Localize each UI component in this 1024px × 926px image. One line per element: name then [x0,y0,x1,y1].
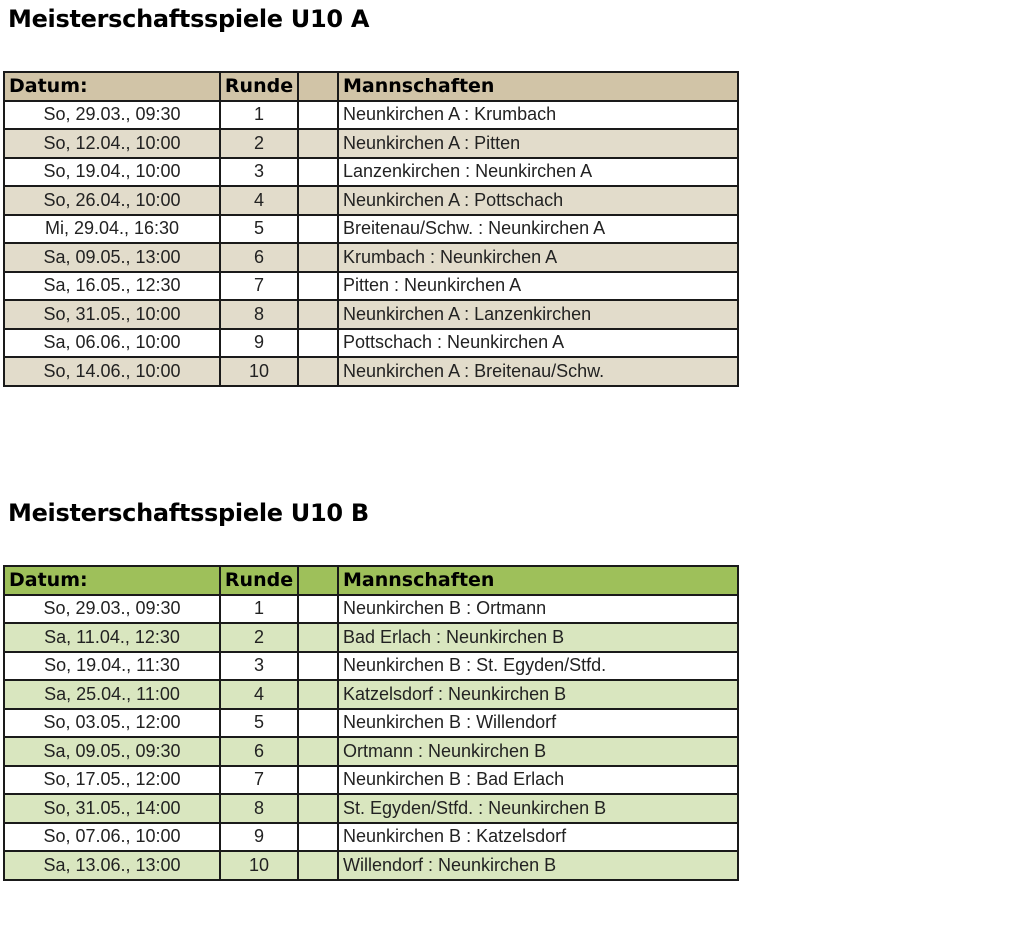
header-teams: Mannschaften [338,566,738,595]
blank-cell [298,851,338,880]
table-row [4,680,738,709]
date-cell: So, 29.03., 09:30 [4,101,220,130]
teams-cell: Neunkirchen A : Krumbach [338,101,738,130]
blank-cell [298,357,338,386]
teams-cell: Neunkirchen B : Bad Erlach [338,766,738,795]
blank-cell [298,329,338,358]
blank-cell [298,737,338,766]
blank-cell [298,129,338,158]
blank-cell [298,794,338,823]
round-cell: 5 [220,709,298,738]
date-cell: So, 31.05., 10:00 [4,300,220,329]
date-cell: Sa, 06.06., 10:00 [4,329,220,358]
date-cell: Sa, 11.04., 12:30 [4,623,220,652]
table-row [4,823,738,852]
table-row [4,709,738,738]
blank-cell [298,823,338,852]
round-cell: 1 [220,101,298,130]
table-row [4,300,738,329]
header-date: Datum: [4,72,220,101]
teams-cell: Pottschach : Neunkirchen A [338,329,738,358]
teams-cell: Willendorf : Neunkirchen B [338,851,738,880]
section-title-u10-b: Meisterschaftsspiele U10 B [8,499,369,527]
teams-cell: Neunkirchen B : Ortmann [338,595,738,624]
blank-cell [298,623,338,652]
round-cell: 8 [220,794,298,823]
teams-cell: Pitten : Neunkirchen A [338,272,738,301]
section-title-u10-a: Meisterschaftsspiele U10 A [8,5,370,33]
header-round: Runde [220,566,298,595]
date-cell: Sa, 16.05., 12:30 [4,272,220,301]
round-cell: 9 [220,329,298,358]
date-cell: So, 12.04., 10:00 [4,129,220,158]
teams-cell: Neunkirchen A : Pottschach [338,186,738,215]
header-blank [298,566,338,595]
round-cell: 2 [220,623,298,652]
table-row [4,357,738,386]
date-cell: Sa, 13.06., 13:00 [4,851,220,880]
header-blank [298,72,338,101]
blank-cell [298,186,338,215]
table-body [4,101,738,386]
table-row [4,737,738,766]
round-cell: 8 [220,300,298,329]
blank-cell [298,272,338,301]
blank-cell [298,300,338,329]
table-row [4,129,738,158]
schedule-table-u10-a [3,71,739,387]
blank-cell [298,766,338,795]
date-cell: Sa, 25.04., 11:00 [4,680,220,709]
table-row [4,623,738,652]
schedule-table-u10-b [3,565,739,881]
teams-cell: Ortmann : Neunkirchen B [338,737,738,766]
teams-cell: Neunkirchen A : Lanzenkirchen [338,300,738,329]
round-cell: 1 [220,595,298,624]
round-cell: 3 [220,652,298,681]
teams-cell: Neunkirchen B : Willendorf [338,709,738,738]
teams-cell: Neunkirchen A : Breitenau/Schw. [338,357,738,386]
round-cell: 10 [220,851,298,880]
blank-cell [298,680,338,709]
table-row [4,595,738,624]
teams-cell: Neunkirchen B : St. Egyden/Stfd. [338,652,738,681]
blank-cell [298,652,338,681]
teams-cell: Lanzenkirchen : Neunkirchen A [338,158,738,187]
teams-cell: Breitenau/Schw. : Neunkirchen A [338,215,738,244]
round-cell: 7 [220,272,298,301]
table-row [4,851,738,880]
teams-cell: Neunkirchen B : Katzelsdorf [338,823,738,852]
table-row [4,158,738,187]
date-cell: So, 29.03., 09:30 [4,595,220,624]
table-row [4,243,738,272]
table-header-row [4,566,738,595]
teams-cell: Katzelsdorf : Neunkirchen B [338,680,738,709]
header-date: Datum: [4,566,220,595]
date-cell: So, 26.04., 10:00 [4,186,220,215]
round-cell: 5 [220,215,298,244]
round-cell: 9 [220,823,298,852]
table-row [4,794,738,823]
date-cell: So, 17.05., 12:00 [4,766,220,795]
round-cell: 3 [220,158,298,187]
blank-cell [298,158,338,187]
round-cell: 2 [220,129,298,158]
round-cell: 7 [220,766,298,795]
round-cell: 4 [220,680,298,709]
round-cell: 10 [220,357,298,386]
date-cell: Sa, 09.05., 13:00 [4,243,220,272]
header-round: Runde [220,72,298,101]
teams-cell: Neunkirchen A : Pitten [338,129,738,158]
date-cell: So, 19.04., 11:30 [4,652,220,681]
table-body [4,595,738,880]
teams-cell: Bad Erlach : Neunkirchen B [338,623,738,652]
table-row [4,215,738,244]
header-teams: Mannschaften [338,72,738,101]
blank-cell [298,243,338,272]
blank-cell [298,101,338,130]
date-cell: So, 14.06., 10:00 [4,357,220,386]
table-row [4,101,738,130]
date-cell: Sa, 09.05., 09:30 [4,737,220,766]
date-cell: So, 07.06., 10:00 [4,823,220,852]
round-cell: 6 [220,737,298,766]
table-row [4,329,738,358]
date-cell: So, 19.04., 10:00 [4,158,220,187]
blank-cell [298,215,338,244]
teams-cell: St. Egyden/Stfd. : Neunkirchen B [338,794,738,823]
date-cell: So, 31.05., 14:00 [4,794,220,823]
table-row [4,272,738,301]
table-row [4,652,738,681]
table-row [4,766,738,795]
round-cell: 4 [220,186,298,215]
date-cell: So, 03.05., 12:00 [4,709,220,738]
round-cell: 6 [220,243,298,272]
teams-cell: Krumbach : Neunkirchen A [338,243,738,272]
table-header-row [4,72,738,101]
date-cell: Mi, 29.04., 16:30 [4,215,220,244]
table-row [4,186,738,215]
blank-cell [298,709,338,738]
blank-cell [298,595,338,624]
